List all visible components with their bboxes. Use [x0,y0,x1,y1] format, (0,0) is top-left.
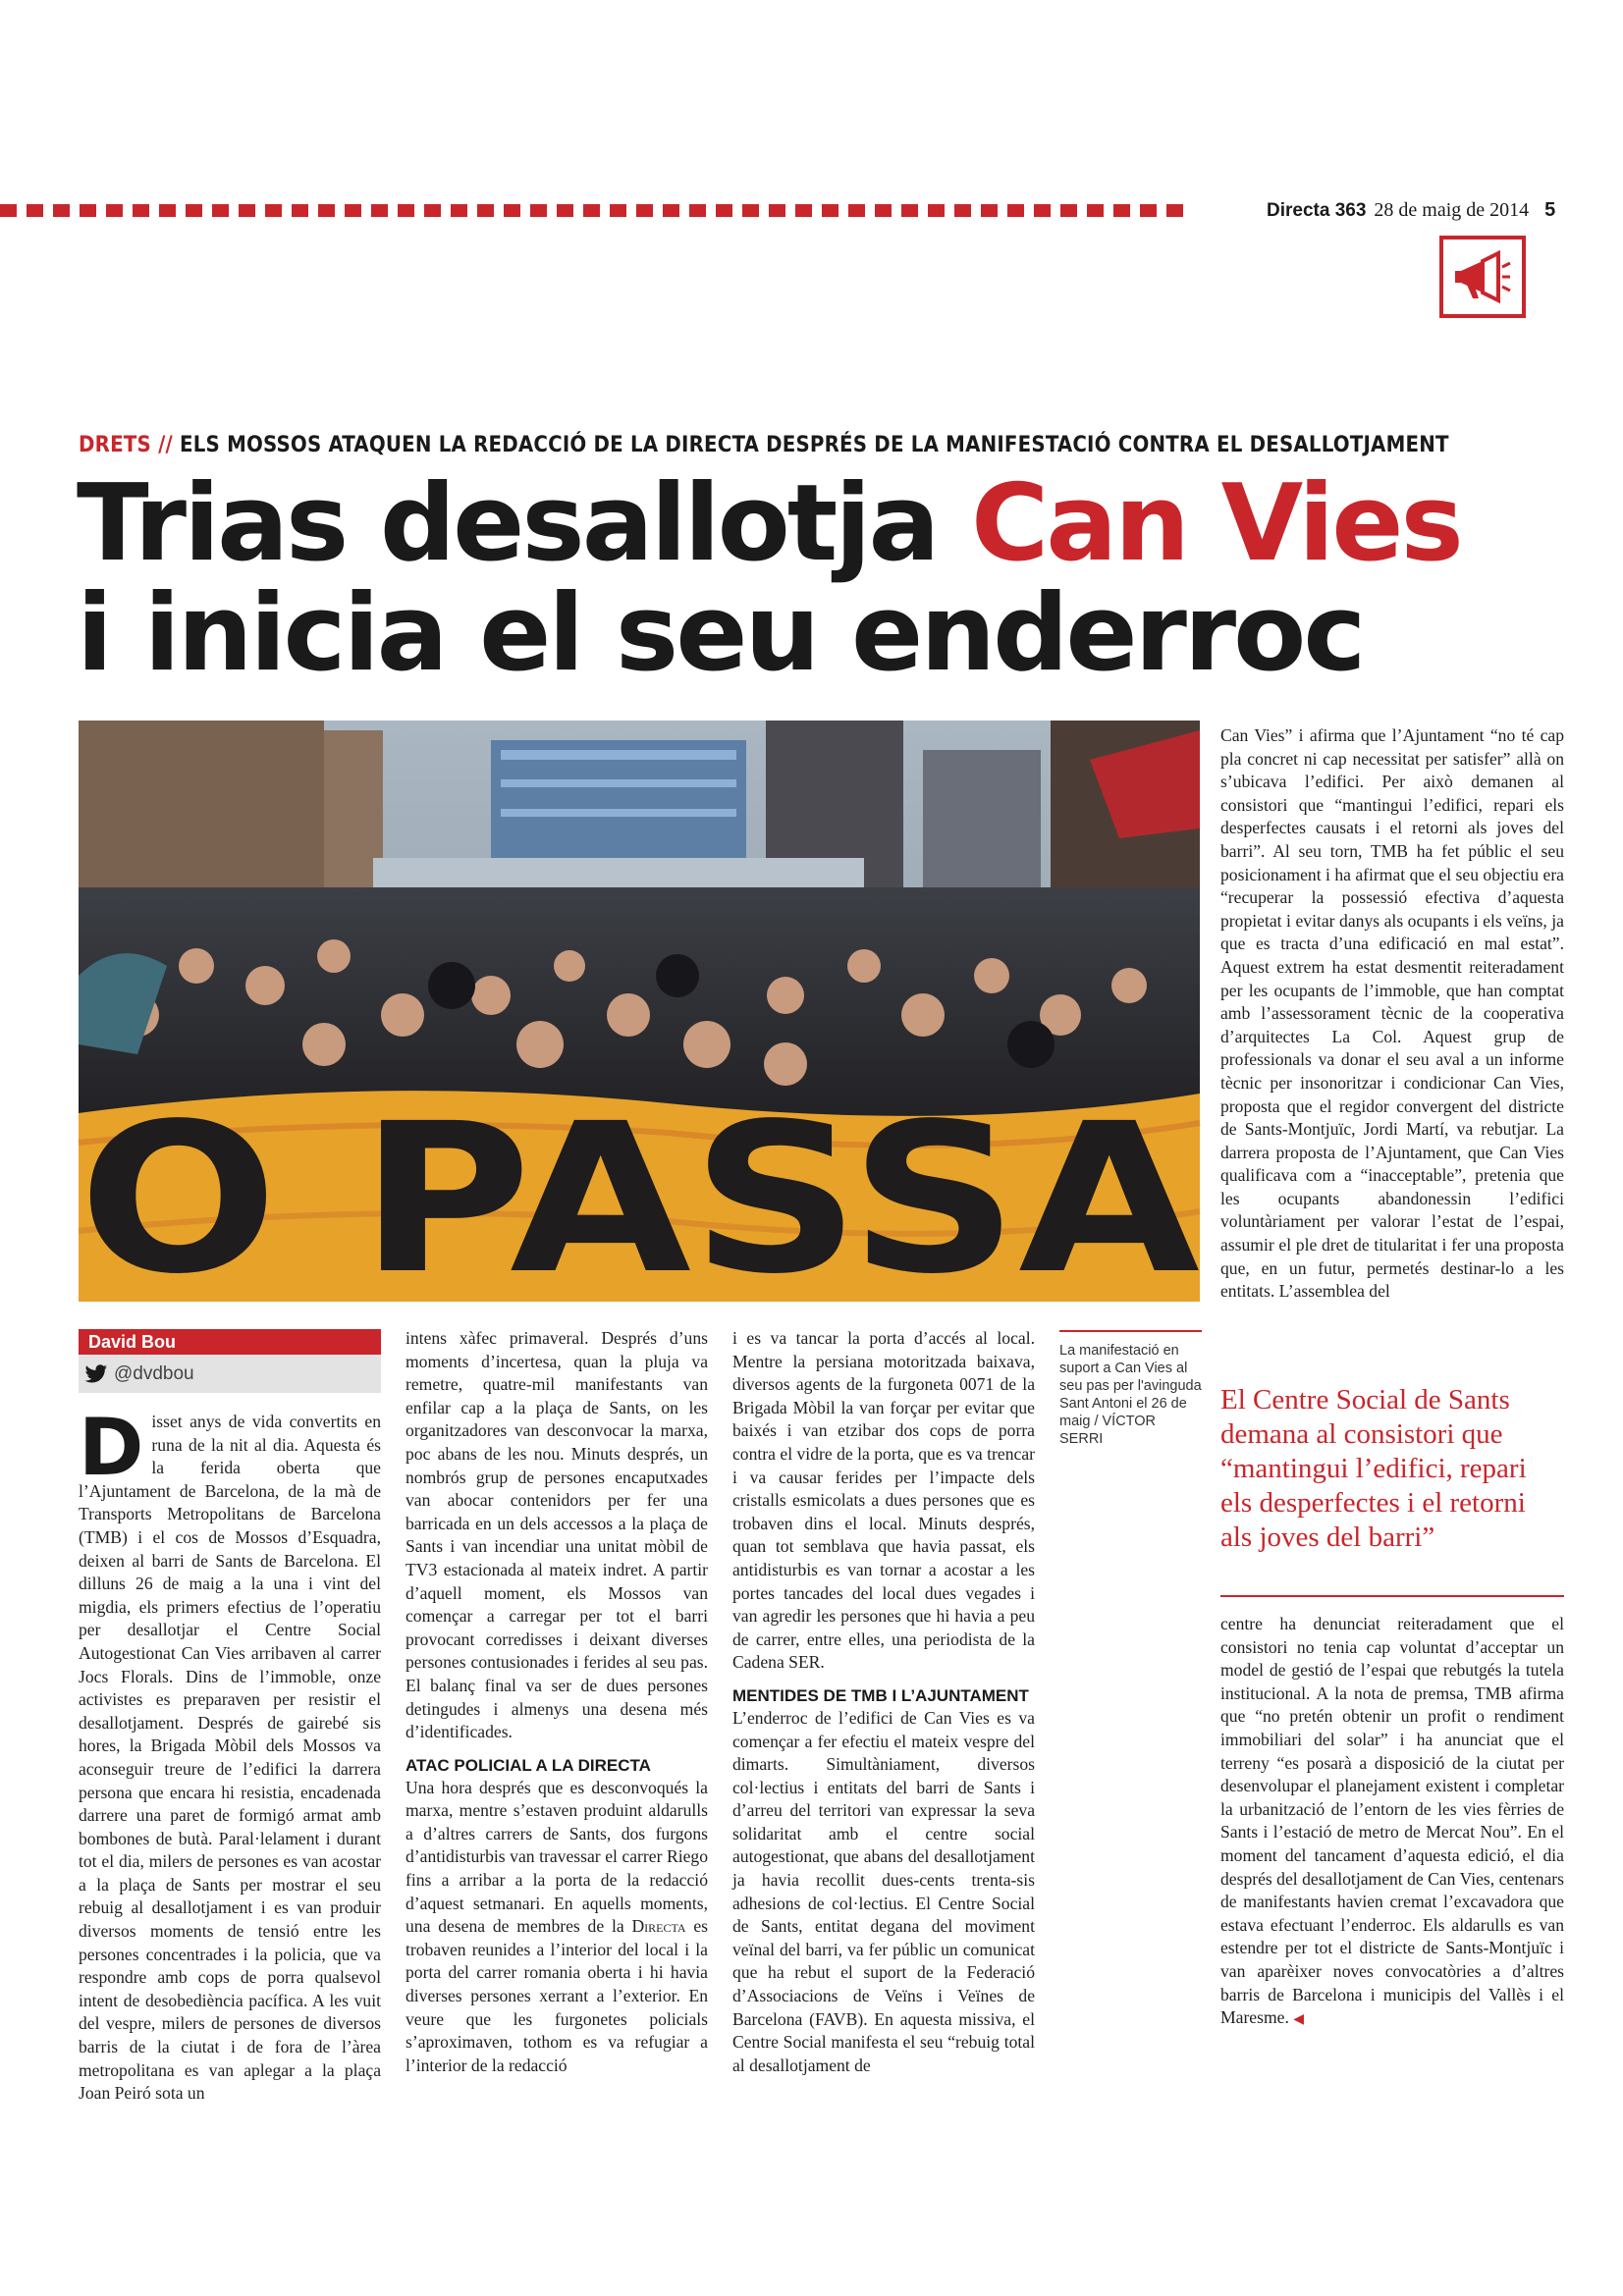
page-folio [1267,196,1555,224]
twitter-handle-row[interactable] [79,1355,381,1393]
banner-text: O PASSA [79,1079,1200,1319]
paragraph-text: es trobaven reunides a l’interior del local i la porta del carrer romania oberta i hi havia diverses persones xerrant a l’exterior. En veure que les furgonetes policials s’aproximaven, tothom es va refugiar a l’interior de la redacció [406,1916,709,2075]
paragraph: Can Vies” i afirma que l’Ajuntament “no té cap pla concret ni cap necessitat per satisfer” allà on s’ubicava l’edifici. Per això demanen al consistori que “mantingui l’edifici, repari els desperfectes causats i el retorni als joves del barri”. Al seu torn, TMB ha fet públic el seu posicionament i ha afirmat que el seu objectiu era “recuperar la possessió efectiva d’aquesta propietat i evitar danys als ocupants i els veïns, ja que es tracta d’una edificació en mal estat”. Aquest extrem ha estat desmentit reiteradament per les ocupants de l’immoble, que han comptat amb l’assessorament tècnic de la cooperativa d’arquitectes La Col. Aquest grup de professionals va donar el seu aval a un informe tècnic per insonoritzar i condicionar Can Vies, proposta que el regidor convergent del districte de Sants-Montjuïc, Jordi Martí, va rebutjar. La darrera proposta de l’Ajuntament, que Can Vies qualificava com a “inacceptable”, pretenia que les ocupants abandonessin l’edifici voluntàriament per valorar l’estat de l’espai, assumir el ple dret de titularitat i fer una proposta que, en un futur, permetés destinar-lo a les entitats. L’assemblea del [1220,725,1564,1302]
brand-name: Directa [631,1916,686,1937]
subheading: MENTIDES DE TMB I L’AJUNTAMENT [732,1685,1029,1705]
paragraph [1220,1613,1564,2032]
paragraph-text: isset anys de vida convertits en runa de la nit al dia. Aquesta és la ferida oberta que l’Ajuntament de Barcelona, de la mà de Transports Metropolitans de Barcelona (TMB) i el cos de Mossos d’Esquadra, deixen al barri de Sants de Barcelona. El dilluns 26 de maig a la una i vint del migdia, els primers efectius de l’operatiu per desallotjar el Centre Social Autogestionat Can Vies arribaven al carrer Jocs Florals. Dins de l’immoble, onze activistes es preparaven per resistir el desallotjament. Després de gairebé sis hores, la Brigada Mòbil dels Mossos va aconseguir treure de l’edifici la darrera persona que encara hi resistia, encadenada darrere una paret de formigó armat amb bombones de butà. Paral·lelament i durant tot el dia, milers de persones es van acostar a la plaça de Sants per mostrar el seu rebuig al desallotjament i es van produir diversos moments de tensió entre les persones concentrades i la policia, que va respondre amb cops de porra qualsevol intent de desobediència pacífica. A les vuit del vespre, milers de persones de diversos barris de la ciutat i de fora de l’àrea metropolitana es van aplegar a la plaça Joan Peiró sota un [79,1412,381,2104]
page-number: 5 [1544,199,1556,221]
article-column-2 [406,1327,708,2077]
megaphone-icon [1439,236,1526,318]
byline [79,1329,381,1393]
paragraph: L’enderroc de l’edifici de Can Vies es va començar a fer efectiu el mateix vespre del dimarts. Simultàniament, diversos col·lectius i entitats del barri de Sants i d’arreu del territori van expressar la seva solidaritat amb el centre social autogestionat, que abans del desallotjament ja havia recollit dues-cents trenta-sis adhesions de col·lectius. El Centre Social de Sants, entitat degana del moviment veïnal del barri, va fer públic un comunicat que ha rebut el suport de la Federació d’Associacions de Veïns i Veïnes de Barcelona (FAVB). En aquesta missiva, el Centre Social manifesta el seu “rebuig total al desallotjament de [732,1707,1035,2075]
publication-name: Directa 363 [1267,200,1367,221]
paragraph [79,1402,381,2106]
dashed-rule [0,204,1193,217]
end-mark-icon: ◀ [1293,2012,1305,2028]
headline-line-2: i inicia el seu enderroc [77,572,1364,695]
headline-red: Can Vies [970,462,1461,585]
paragraph: intens xàfec primaveral. Després d’uns moments d’incertesa, quan la pluja va remetre, quatre-mil manifestants van enfilar cap a la plaça de Sants, on les organitzadores van desconvocar la marxa, poc abans de les nou. Minuts després, un nombrós grup de persones encaputxades van abocar contenidors per fer una barricada en un dels accessos a la plaça de Sants i van incendiar una unitat mòbil de TV3 estacionada al mateix indret. A partir d’aquell moment, els Mossos van començar a carregar per tot el barri provocant corredisses i deixant diverses persones contusionades i ferides al seu pas. El balanç final va ser de dues persones detingudes i almenys una desena més d’identificades. [406,1328,708,1742]
headline-line-1 [77,462,1471,585]
article-column-3 [732,1327,1035,2077]
article-column-1 [79,1402,381,2106]
kicker-text: ELS MOSSOS ATAQUEN LA REDACCIÓ DE LA DIRECTA DESPRÉS DE LA MANIFESTACIÓ CONTRA EL DESALLOTJAMENT [180,433,1449,457]
paragraph-text: centre ha denunciat reiteradament que el consistori no tenia cap voluntat d’acceptar un model de gestió de l’espai que rebutgés la tutela institucional. A la nota de premsa, TMB afirma que “no pretén obtenir un profit o rendiment immobiliari del solar” i ha anunciat que el terreny “es posarà a disposició de la ciutat per desenvolupar el planejament existent i completar la urbanització de l’entorn de les vies fèrries de Sants i l’estació de metro de Mercat Nou”. En el moment del tancament d’aquesta edició, el dia després del desallotjament de Can Vies, centenars de manifestants havien cremat l’excavadora que estava efectuant l’enderroc. Els aldarulls es van estendre per tot el districte de Sants-Montjuïc i van aparèixer noves convocatòries a d’altres barris de Barcelona i municipis del Vallès i el Maresme. [1220,1614,1564,2028]
subheading: ATAC POLICIAL A LA DIRECTA [406,1755,651,1775]
headline-black: Trias desallotja [77,462,971,585]
pull-quote-rule [1220,1595,1564,1597]
drop-cap: D [79,1402,144,1493]
article-column-4-bottom [1220,1613,1564,2032]
issue-date: 28 de maig de 2014 [1374,199,1530,221]
pull-quote: El Centre Social de Sants demana al consistori que “mantingui l’edifici, repari els desperfectes i el retorni als joves del barri” [1220,1384,1527,1553]
twitter-bird-icon [84,1364,108,1384]
lead-photo [79,721,1200,1319]
photo-caption: La manifestació en suport a Can Vies al seu pas per l'avinguda Sant Antoni el 26 de maig / VÍCTOR SERRI [1059,1330,1202,1448]
kicker-separator: // [158,433,173,457]
section-tag: DRETS [79,433,151,457]
paragraph-text: Una hora després que es desconvoqués la marxa, mentre s’estaven produint aldarulls a d’altres carrers de Sants, dos furgons d’antidisturbis van travessar el carrer Riego fins a arribar a la porta de la redacció d’aquest setmanari. En aquells moments, una desena de membres de la [406,1777,708,1937]
paragraph [406,1777,708,2078]
kicker [79,431,1449,460]
article-column-4-top [1220,724,1564,1304]
paragraph: i es va tancar la porta d’accés al local. Mentre la persiana motoritzada baixava, diversos agents de la furgoneta 0071 de la Brigada Mòbil la van forçar per evitar que baixés i van etzibar dos cops de porra contra el vidre de la porta, que es va trencar i va causar ferides per l’impacte dels cristalls esmicolats a dues persones que es trobaven dins el local. Minuts després, quan tot semblava que havia passat, els antidisturbis es van tornar a acostar a les portes tancades del local dues vegades i van agredir les persones que hi havia a peu de carrer, entre elles, una periodista de la Cadena SER. [732,1328,1035,1673]
author-name: David Bou [79,1329,381,1355]
twitter-handle: @dvdbou [114,1362,194,1384]
headline [77,462,1471,695]
